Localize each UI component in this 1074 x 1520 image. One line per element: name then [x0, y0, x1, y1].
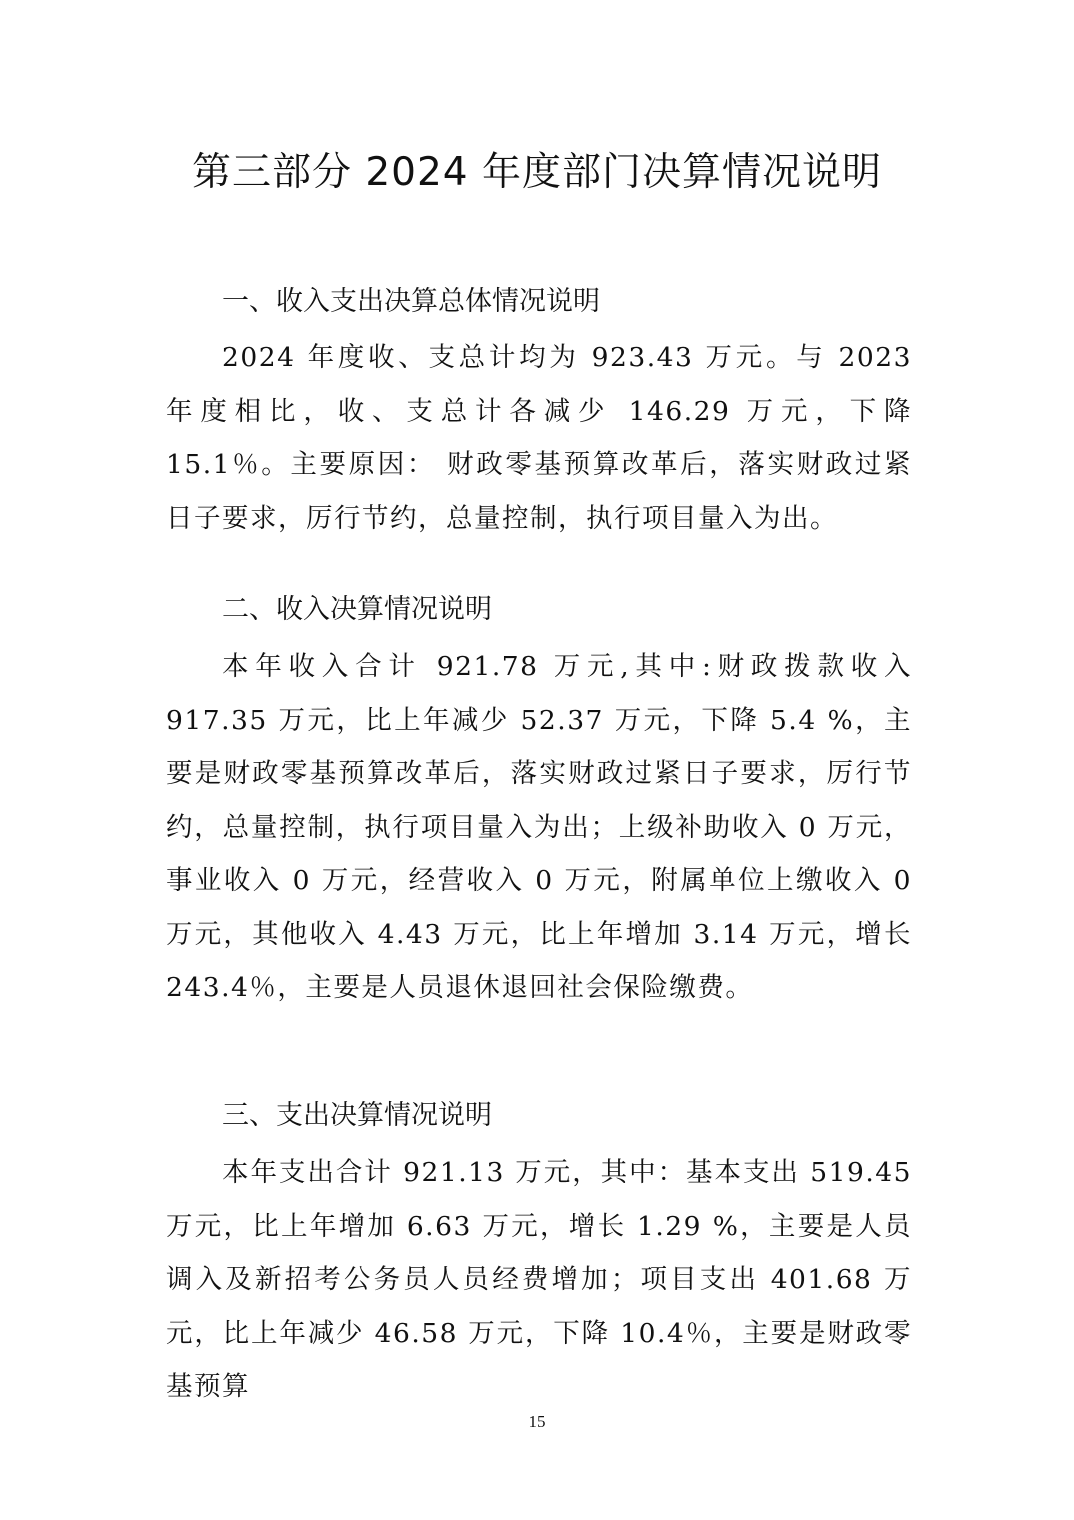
page-title: 第三部分 2024 年度部门决算情况说明	[191, 150, 883, 195]
section-heading-income: 二、收入决算情况说明	[222, 594, 492, 625]
section-heading-expenditure: 三、支出决算情况说明	[222, 1100, 492, 1131]
section-paragraph-overall: 2024 年度收、支总计均为 923.43 万元。与 2023 年度相比，收、支总计各减少 146.29 万元，下降 15.1％。主要原因： 财政零基预算改革后，落实财政过紧日子要求，厉行节约，总量控制，执行项目量入为出。	[166, 342, 912, 534]
section-paragraph-expenditure: 本年支出合计 921.13 万元，其中：基本支出 519.45 万元，比上年增加 6.63 万元，增长 1.29 %，主要是人员调入及新招考公务员人员经费增加；项目支出 401.68 万元，比上年减少 46.58 万元，下降 10.4％，主要是财政零基预算	[166, 1157, 912, 1402]
section-heading-overall: 一、收入支出决算总体情况说明	[222, 286, 600, 317]
section-paragraph-income: 本年收入合计 921.78 万元,其中:财政拨款收入 917.35 万元，比上年减少 52.37 万元，下降 5.4 %，主要是财政零基预算改革后，落实财政过紧日子要求，厉行节约，总量控制，执行项目量入为出；上级补助收入 0 万元，事业收入 0 万元，经营收入 0 万元，附属单位上缴收入 0 万元，其他收入 4.43 万元，比上年增加 3.14 万元，增长 243.4％，主要是人员退休退回社会保险缴费。	[166, 651, 912, 1003]
page-number: 15	[528, 1412, 546, 1431]
